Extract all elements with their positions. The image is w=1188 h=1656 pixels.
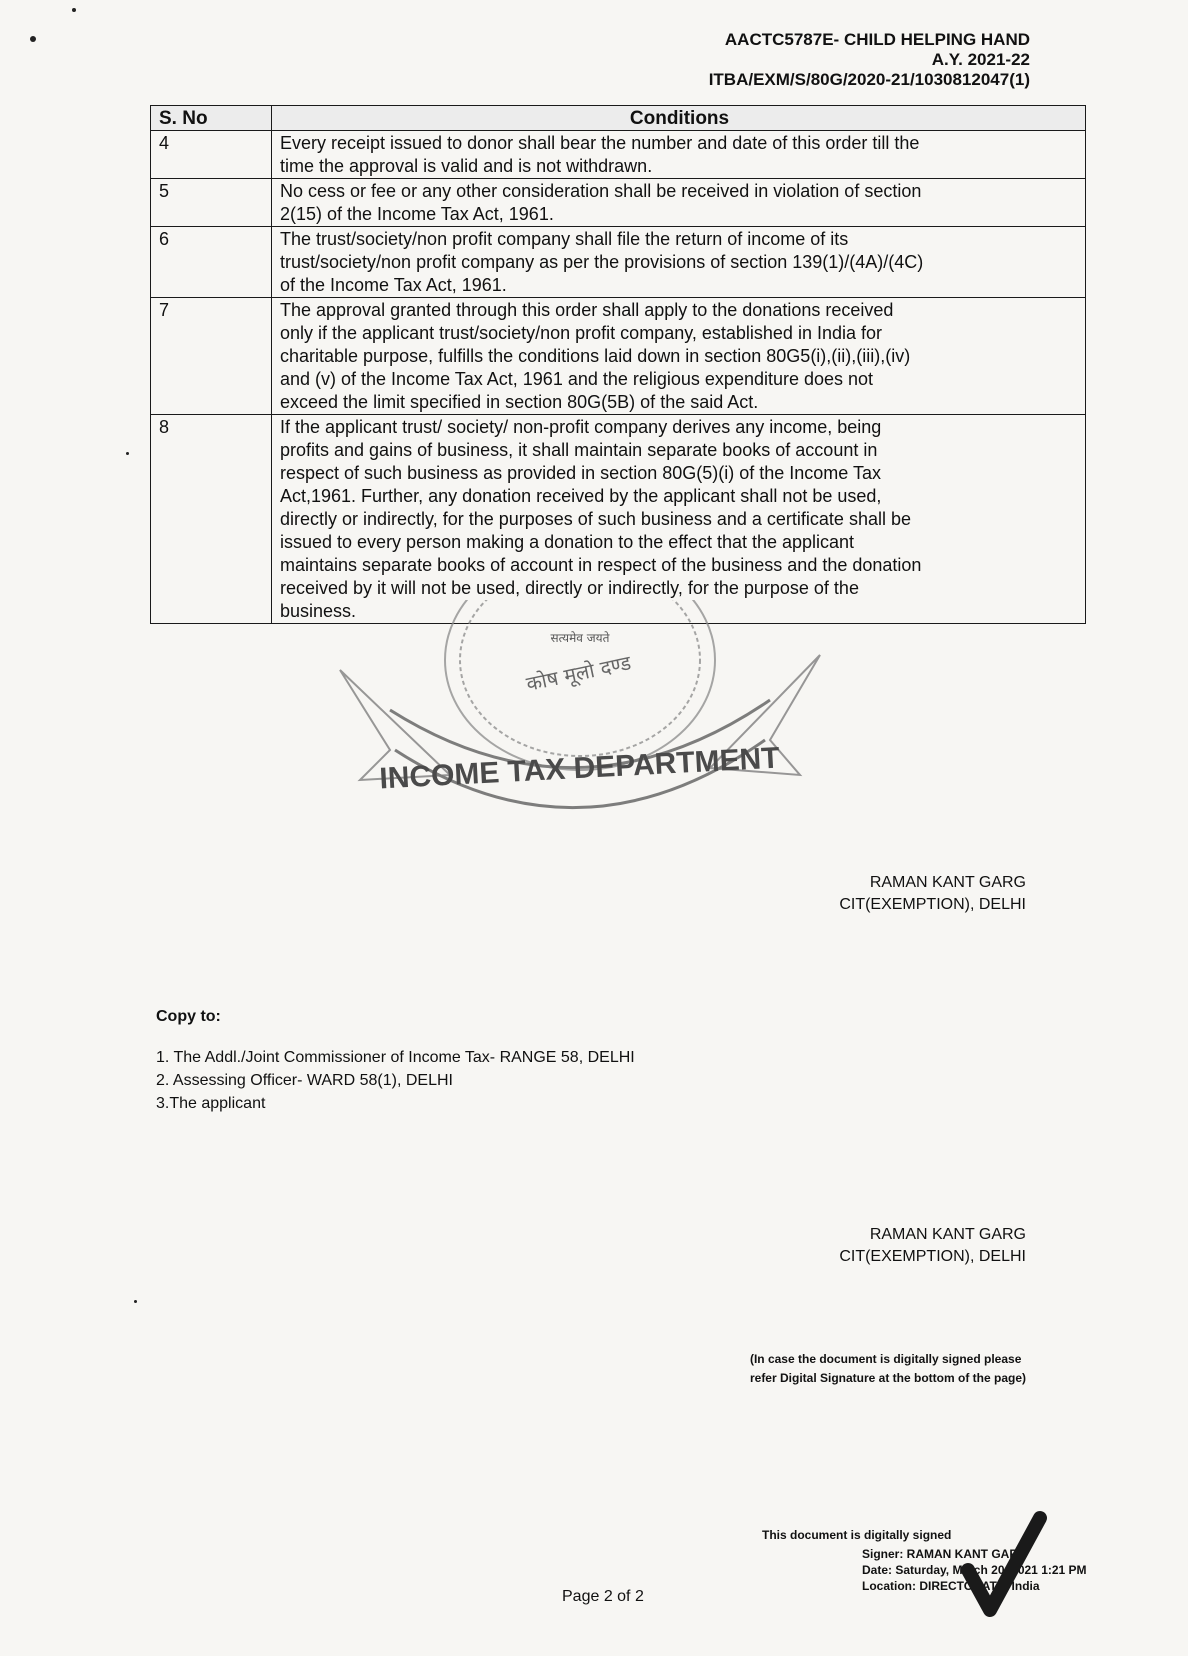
condition-line: directly or indirectly, for the purposes of such business and a certificate shall be [280, 509, 911, 529]
scan-speck [72, 8, 76, 12]
table-row [151, 179, 1086, 227]
condition-line: exceed the limit specified in section 80G(5B) of the said Act. [280, 392, 759, 412]
copy-to-item: 1. The Addl./Joint Commissioner of Income Tax- RANGE 58, DELHI [156, 1049, 635, 1066]
condition-line: of the Income Tax Act, 1961. [280, 275, 507, 295]
row-condition-text [272, 131, 1086, 179]
table-row [151, 415, 1086, 624]
condition-line: charitable purpose, fulfills the conditions laid down in section 80G5(i),(ii),(iii),(iv) [280, 346, 911, 366]
scan-speck [30, 36, 36, 42]
condition-line: time the approval is valid and is not withdrawn. [280, 156, 653, 176]
digital-location: Location: DIRECTORATE, India [862, 1579, 1040, 1593]
digital-signer: Signer: RAMAN KANT GARG [862, 1547, 1028, 1561]
condition-line: The approval granted through this order shall apply to the donations received [280, 300, 894, 320]
condition-line: If the applicant trust/ society/ non-profit company derives any income, being [280, 417, 882, 437]
seal-banner-text: INCOME TAX DEPARTMENT [378, 741, 781, 796]
column-header-sno: S. No [151, 106, 272, 131]
table-row [151, 227, 1086, 298]
row-serial-number: 5 [151, 179, 272, 227]
note-line: (In case the document is digitally signed please [749, 1352, 1022, 1366]
row-condition-text [272, 415, 1086, 624]
header-pan-name: AACTC5787E- CHILD HELPING HAND [724, 30, 1030, 49]
condition-line: business. [280, 601, 357, 621]
header-assessment-year: A.Y. 2021-22 [931, 50, 1030, 69]
copy-to-heading: Copy to: [156, 1008, 221, 1025]
condition-line: 2(15) of the Income Tax Act, 1961. [280, 204, 554, 224]
condition-line: The trust/society/non profit company shall file the return of income of its [280, 229, 849, 249]
condition-line: received by it will not be used, directly or indirectly, for the purpose of the [280, 578, 859, 598]
digital-date: Date: Saturday, March 20, 2021 1:21 PM [862, 1563, 1087, 1577]
copy-to-item: 2. Assessing Officer- WARD 58(1), DELHI [156, 1072, 453, 1089]
scan-speck [126, 452, 129, 455]
signatory-name: RAMAN KANT GARG [869, 874, 1026, 891]
condition-line: profits and gains of business, it shall maintain separate books of account in [280, 440, 878, 460]
note-line: refer Digital Signature at the bottom of the page) [749, 1371, 1026, 1385]
scan-speck [134, 1300, 137, 1303]
row-serial-number: 6 [151, 227, 272, 298]
conditions-table [150, 105, 1086, 624]
signature-valid-check-icon [958, 1510, 1048, 1620]
condition-line: No cess or fee or any other consideration shall be received in violation of section [280, 181, 922, 201]
header-reference-number: ITBA/EXM/S/80G/2020-21/1030812047(1) [708, 70, 1030, 89]
row-serial-number: 8 [151, 415, 272, 624]
condition-line: Act,1961. Further, any donation received by the applicant shall not be used, [280, 486, 882, 506]
seal-motto-top: सत्यमेव जयते [550, 631, 610, 645]
copy-to-list [156, 1046, 635, 1115]
table-header-row [151, 106, 1086, 131]
page-number: Page 2 of 2 [562, 1588, 644, 1605]
condition-line: and (v) of the Income Tax Act, 1961 and the religious expenditure does not [280, 369, 874, 389]
signature-block-1 [839, 872, 1026, 916]
income-tax-department-seal [300, 600, 860, 870]
condition-line: only if the applicant trust/society/non profit company, established in India for [280, 323, 882, 343]
digital-signature-note [750, 1350, 1026, 1388]
table-row [151, 131, 1086, 179]
table-row [151, 298, 1086, 415]
condition-line: respect of such business as provided in section 80G(5)(i) of the Income Tax [280, 463, 881, 483]
row-condition-text [272, 227, 1086, 298]
condition-line: issued to every person making a donation to the effect that the applicant [280, 532, 855, 552]
condition-line: trust/society/non profit company as per the provisions of section 139(1)/(4A)/(4C) [280, 252, 924, 272]
document-header [709, 30, 1030, 90]
condition-line: maintains separate books of account in respect of the business and the donation [280, 555, 922, 575]
copy-to-item: 3.The applicant [156, 1095, 266, 1112]
row-condition-text [272, 179, 1086, 227]
conditions-body [151, 131, 1086, 624]
signatory-title: CIT(EXEMPTION), DELHI [839, 1248, 1026, 1265]
seal-motto-curve: कोष मूलो दण्ड [524, 650, 634, 696]
signatory-name: RAMAN KANT GARG [869, 1226, 1026, 1243]
condition-line: Every receipt issued to donor shall bear the number and date of this order till the [280, 133, 920, 153]
signatory-title: CIT(EXEMPTION), DELHI [839, 896, 1026, 913]
digital-signature-title: This document is digitally signed [762, 1528, 952, 1542]
signature-block-2 [839, 1224, 1026, 1268]
row-serial-number: 4 [151, 131, 272, 179]
row-condition-text [272, 298, 1086, 415]
column-header-conditions: Conditions [272, 106, 1086, 131]
row-serial-number: 7 [151, 298, 272, 415]
